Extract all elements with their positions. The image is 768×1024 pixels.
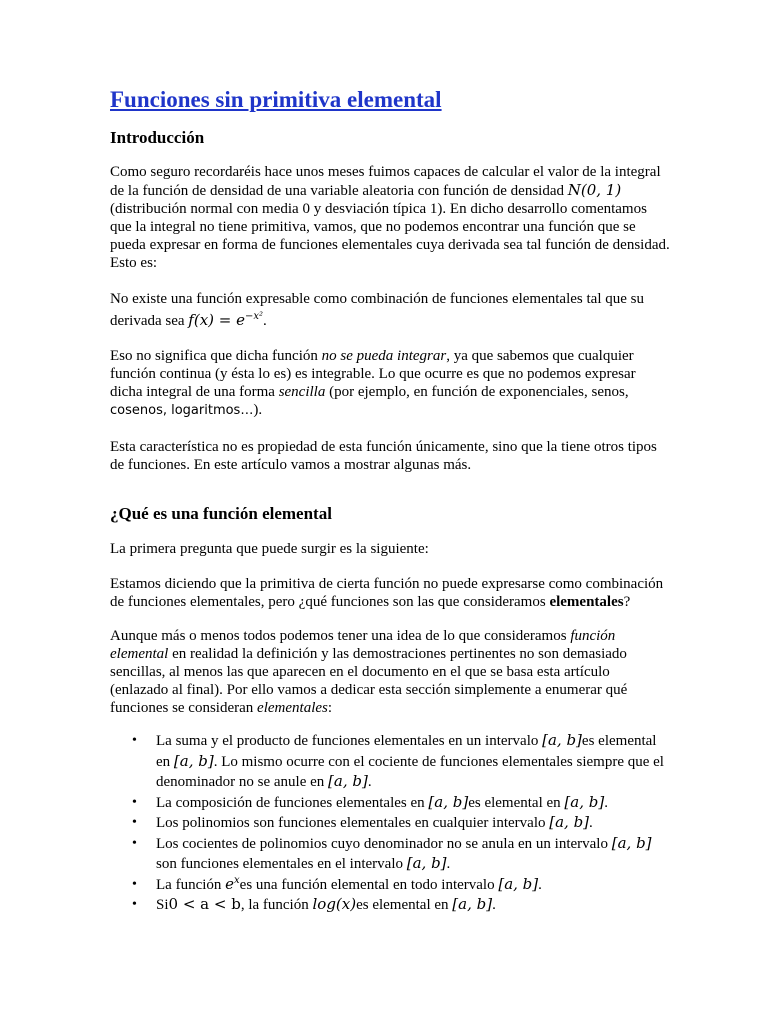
article-body [110,86,670,916]
math-function-list: cosenos, logaritmos… [110,403,254,418]
math-density-function: $f(x) = e^{-x^2}$ [188,311,264,329]
bullet-icon: • [132,897,137,912]
bullet-icon: • [132,733,137,748]
math-interval: [a, b] [428,792,469,811]
section-heading-elemental: ¿Qué es una función elemental [110,504,332,523]
list-item: • La suma y el producto de funciones elementales en un intervalo [a, b]es elemental en [a, b]. Lo mismo ocurre con el cociente de funciones elementales siempre que el denominador no se anule en [a, b]. [132,731,664,790]
section2-paragraph-3: Aunque más o menos todos podemos tener una idea de lo que consideramos función elemental en realidad la definición y las demostraciones pertinentes no son demasiado sencillas, al menos las que aparecen en el documento en el que se basa esta artículo (enlazado al final). Por ello vamos a dedicar esta sección simplemente a enumerar qué funciones se consideran elementales: [110,628,628,716]
article-title [110,86,670,114]
math-interval: [a, b] [328,772,368,790]
math-interval: [a, b] [564,792,605,811]
list-item: • La función $e^xes$ una función elemental en todo intervalo [a, b]. [132,874,542,893]
intro-paragraph-2: No existe una función expresable como combinación de funciones elementales tal que su derivada sea $f(x) = e^{-x^2}$. [110,291,644,329]
math-interval: [a, b] [173,751,214,770]
list-item: • Si0 < a < b, la función log(x)es elemental en [a, b]. [132,895,496,913]
math-interval: [a, b] [452,895,493,913]
list-item: • La composición de funciones elementales en [a, b]es elemental en [a, b]. [132,792,608,811]
math-interval: [a, b] [542,731,582,749]
list-item: • Los cocientes de polinomios cuyo denominador no se anula en un intervalo [a, b] son funciones elementales en el intervalo [a, b]. [132,833,652,872]
math-interval: [a, b] [611,833,652,852]
math-interval: [a, b] [498,874,539,893]
intro-heading: Introducción [110,128,205,147]
list-item: • Los polinomios son funciones elementales en cualquier intervalo [a, b]. [132,813,593,831]
math-interval: [a, b] [549,813,590,831]
bullet-icon: • [132,794,137,810]
bullet-icon: • [132,876,137,892]
intro-paragraph-3: Eso no significa que dicha función no se pueda integrar, ya que sabemos que cualquier función continua (y ésta lo es) es integrable. Lo que ocurre es que no podemos expresar dicha integral de una forma sencilla (por ejemplo, en función de exponenciales, senos, cosenos, logaritmos…). [110,348,636,418]
math-condition: 0 < a < b [168,895,241,913]
bullet-icon: • [132,815,137,830]
article-title-link[interactable]: Funciones sin primitiva elemental [110,87,442,112]
section2-paragraph-1: La primera pregunta que puede surgir es la siguiente: [110,541,429,557]
intro-paragraph-1: Como seguro recordaréis hace unos meses fuimos capaces de calcular el valor de la integral de la función de densidad de una variable aleatoria con función de densidad N(0, 1)(distribución normal con media 0 y desviación típica 1). En dicho desarrollo comentamos que la integral no tiene primitiva, vamos, que no podemos encontrar una función que se pueda expresar en forma de funciones elementales cuya derivada sea tal función de densidad. Esto es: [110,164,670,271]
bullet-icon: • [132,835,137,851]
intro-paragraph-4: Esta característica no es propiedad de esta función únicamente, sino que la tiene otros tipos de funciones. En este artículo vamos a mostrar algunas más. [110,439,657,473]
section2-paragraph-2: Estamos diciendo que la primitiva de cierta función no puede expresarse como combinación de funciones elementales, pero ¿qué funciones son las que consideramos elementales? [110,576,664,610]
math-exponential: $e^x$ [225,874,240,893]
math-normal-dist: N(0, 1) [567,181,622,199]
math-log: log(x) [312,895,357,913]
math-interval: [a, b] [406,854,447,872]
elemental-functions-list [110,731,670,916]
